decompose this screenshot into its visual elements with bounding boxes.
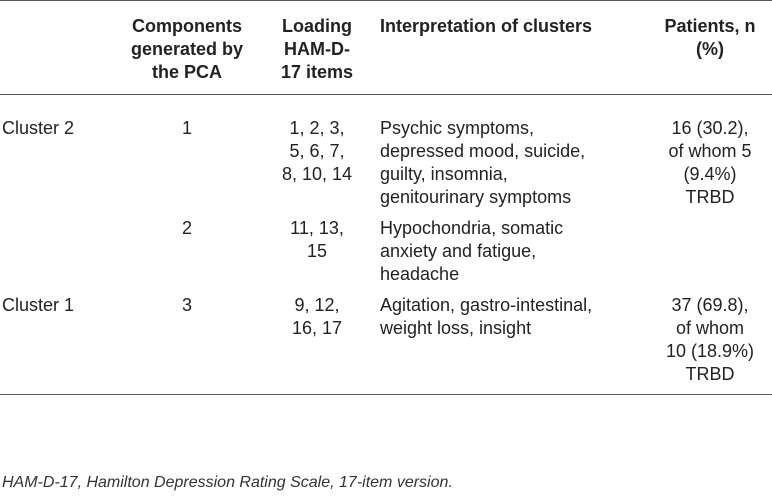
interpretation-line: anxiety and fatigue, [380,241,537,261]
patients-cell [648,95,772,214]
table-header [0,1,772,95]
header-components [112,1,262,95]
table-row [0,290,772,395]
loading-line: 1, 2, 3, [289,118,345,138]
interpretation-line: weight loss, insight [380,318,532,338]
component-cell: 3 [181,295,192,315]
header-patients-line: (%) [696,39,724,59]
interpretation-cell [372,213,648,290]
patients-line: of whom 5 [668,141,752,161]
table-row [0,213,772,290]
header-components-line: generated by [130,39,244,59]
header-patients-line: Patients, n [664,16,756,36]
header-row [0,1,772,95]
header-components-line: Components [132,16,242,36]
patients-line: (9.4%) [683,164,737,184]
patients-line: of whom [675,318,745,338]
component-cell: 2 [181,218,192,238]
patients-line: 16 (30.2), [671,118,749,138]
patients-line: TRBD [685,187,735,207]
cluster-cell [0,213,112,290]
loading-line: 11, 13, [290,218,344,238]
patients-cell [648,213,772,290]
interpretation-line: depressed mood, suicide, [380,141,586,161]
loading-cell [262,290,372,395]
interpretation-cell [372,95,648,214]
patients-line: 10 (18.9%) [665,341,755,361]
loading-cell [262,213,372,290]
interpretation-cell [372,290,648,395]
loading-line: 15 [306,241,328,261]
loading-line: 8, 10, 14 [281,164,353,184]
header-components-line: the PCA [151,62,222,82]
table-row [0,95,772,214]
interpretation-line: Agitation, gastro-intestinal, [380,295,593,315]
cluster-cell: Cluster 2 [2,118,75,138]
table-footnote: HAM-D-17, Hamilton Depression Rating Scale, 17-item version. [2,474,453,491]
patients-line: TRBD [685,364,735,384]
interpretation-line: Hypochondria, somatic [380,218,564,238]
header-interpretation-line: Interpretation of clusters [380,16,593,36]
header-interpretation [372,1,648,95]
loading-line: 5, 6, 7, [289,141,345,161]
component-cell: 1 [181,118,192,138]
table-body [0,95,772,395]
loading-line: 9, 12, [294,295,340,315]
loading-line: 16, 17 [291,318,343,338]
interpretation-line: Psychic symptoms, [380,118,535,138]
patients-cell [648,290,772,395]
interpretation-line: genitourinary symptoms [380,187,572,207]
header-loading-line: HAM-D- [284,39,350,59]
interpretation-line: headache [380,264,460,284]
header-empty [0,1,112,95]
cluster-cell: Cluster 1 [2,295,75,315]
header-loading-line: Loading [282,16,352,36]
header-loading [262,1,372,95]
loading-cell [262,95,372,214]
header-patients [648,1,772,95]
interpretation-line: guilty, insomnia, [380,164,508,184]
patients-line: 37 (69.8), [671,295,749,315]
header-loading-line: 17 items [280,62,354,82]
